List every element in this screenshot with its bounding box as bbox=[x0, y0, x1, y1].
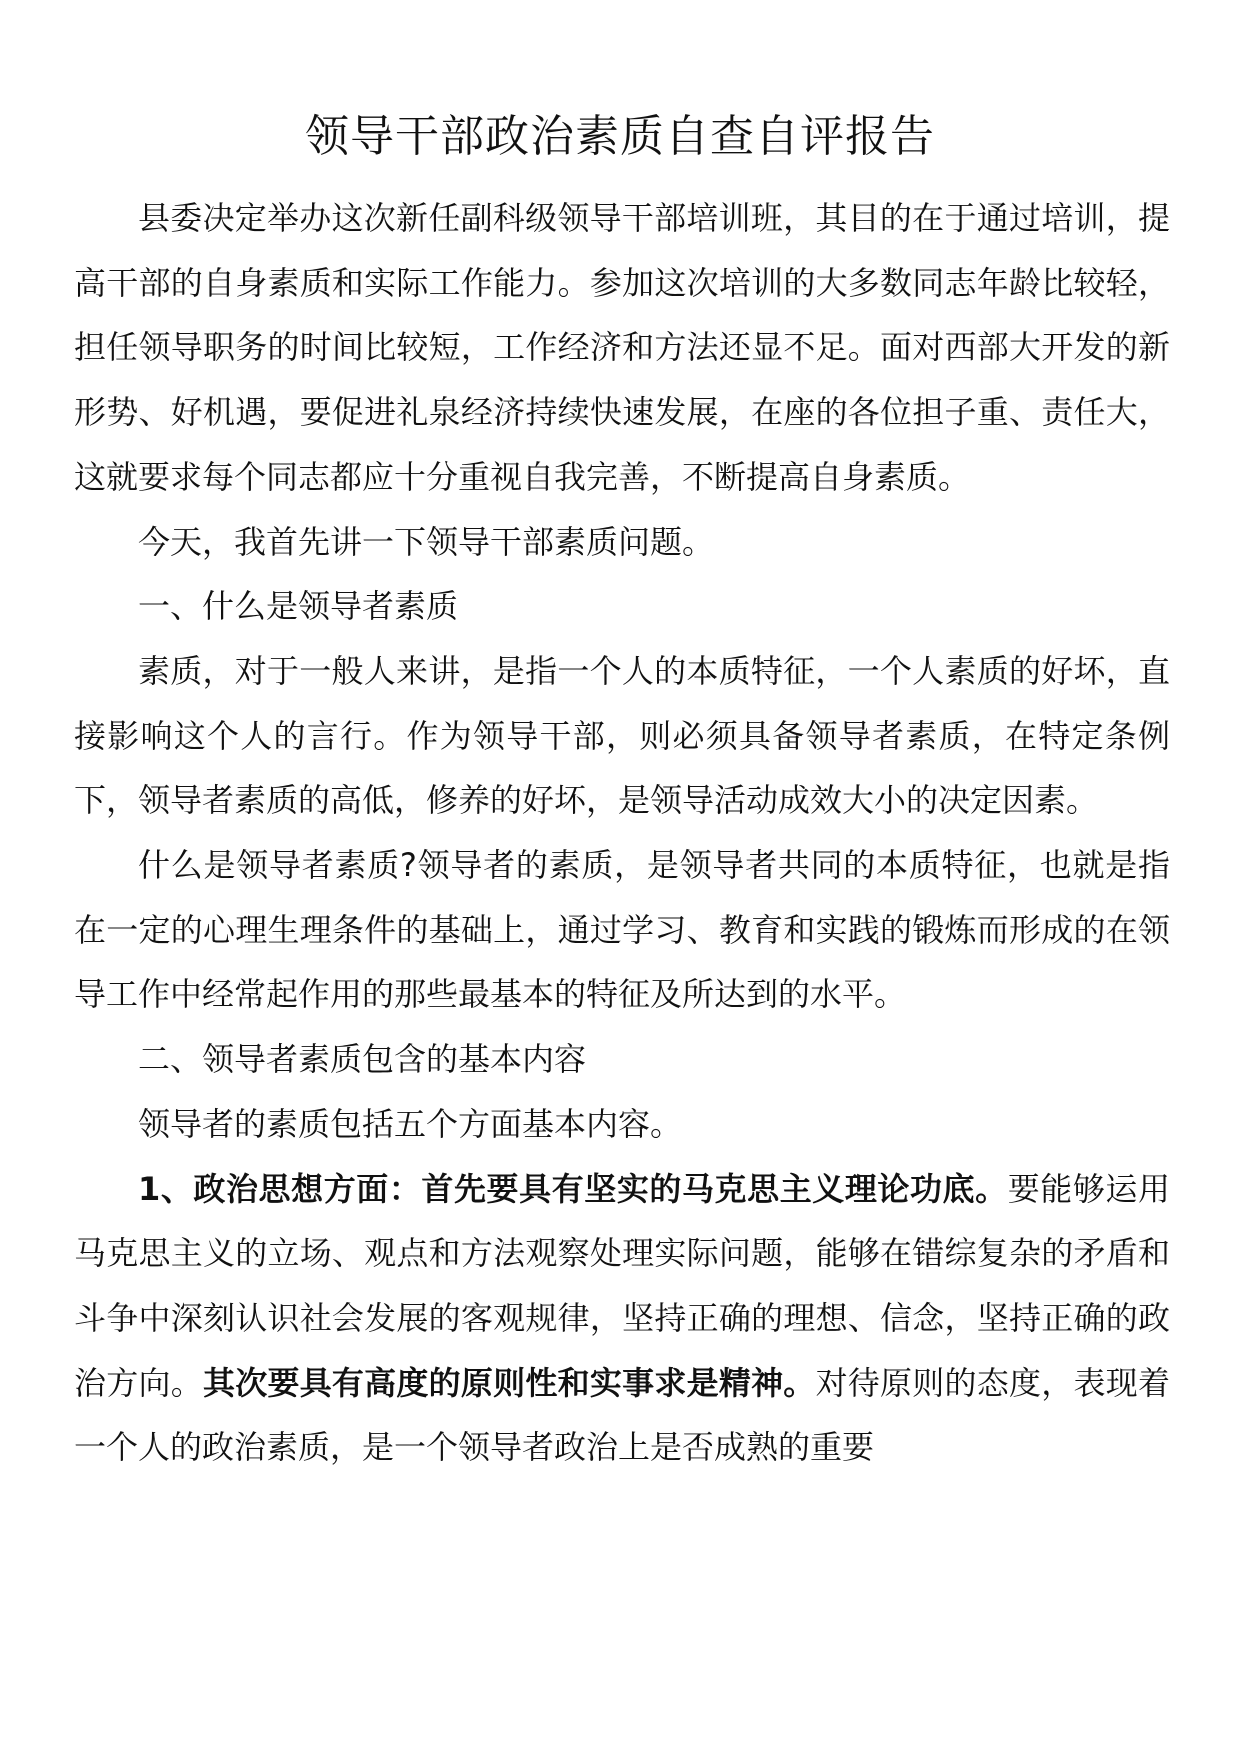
section-heading-2: 二、领导者素质包含的基本内容 bbox=[138, 1040, 587, 1079]
paragraph-political bbox=[74, 1157, 1170, 1481]
document-body bbox=[74, 186, 1170, 1480]
political-bold-2: 其次要具有高度的原则性和实事求是精神。 bbox=[202, 1363, 816, 1402]
paragraph-leader-quality: 什么是领导者素质?领导者的素质，是领导者共同的本质特征，也就是指在一定的心理生理条件的基础上，通过学习、教育和实践的锻炼而形成的在领导工作中经常起作用的那些最基本的特征及所达到的水平。 bbox=[74, 846, 1170, 1014]
paragraph-definition: 素质，对于一般人来讲，是指一个人的本质特征，一个人素质的好坏，直接影响这个人的言行。作为领导干部，则必须具备领导者素质，在特定条例下，领导者素质的高低，修养的好坏，是领导活动成效大小的决定因素。 bbox=[74, 651, 1170, 820]
document-title: 领导干部政治素质自查自评报告 bbox=[305, 111, 935, 163]
political-heading: 1、政治思想方面：首先要具有坚实的马克思主义理论功底。 bbox=[138, 1169, 1008, 1208]
paragraph-intro: 县委决定举办这次新任副科级领导干部培训班，其目的在于通过培训，提高干部的自身素质和实际工作能力。参加这次培训的大多数同志年龄比较轻，担任领导职务的时间比较短，工作经济和方法还显不足。面对西部大开发的新形势、好机遇，要促进礼泉经济持续快速发展，在座的各位担子重、责任大，这就要求每个同志都应十分重视自我完善，不断提高自身素质。 bbox=[74, 199, 1170, 496]
paragraph-opening: 今天，我首先讲一下领导干部素质问题。 bbox=[138, 522, 715, 561]
political-text-1: 要能够运用马克思主义的立场、观点和方法观察处理实际问题，能够在错综复杂的矛盾和斗争中深刻认识社会发展的客观规律，坚持正确的理想、信念，坚持正确的政治方向。 bbox=[74, 1169, 1170, 1402]
section-heading-1: 一、什么是领导者素质 bbox=[138, 587, 459, 626]
paragraph-five-aspects: 领导者的素质包括五个方面基本内容。 bbox=[138, 1104, 683, 1143]
political-text-2: 对待原则的态度，表现着一个人的政治素质，是一个领导者政治上是否成熟的重要 bbox=[74, 1363, 1170, 1467]
